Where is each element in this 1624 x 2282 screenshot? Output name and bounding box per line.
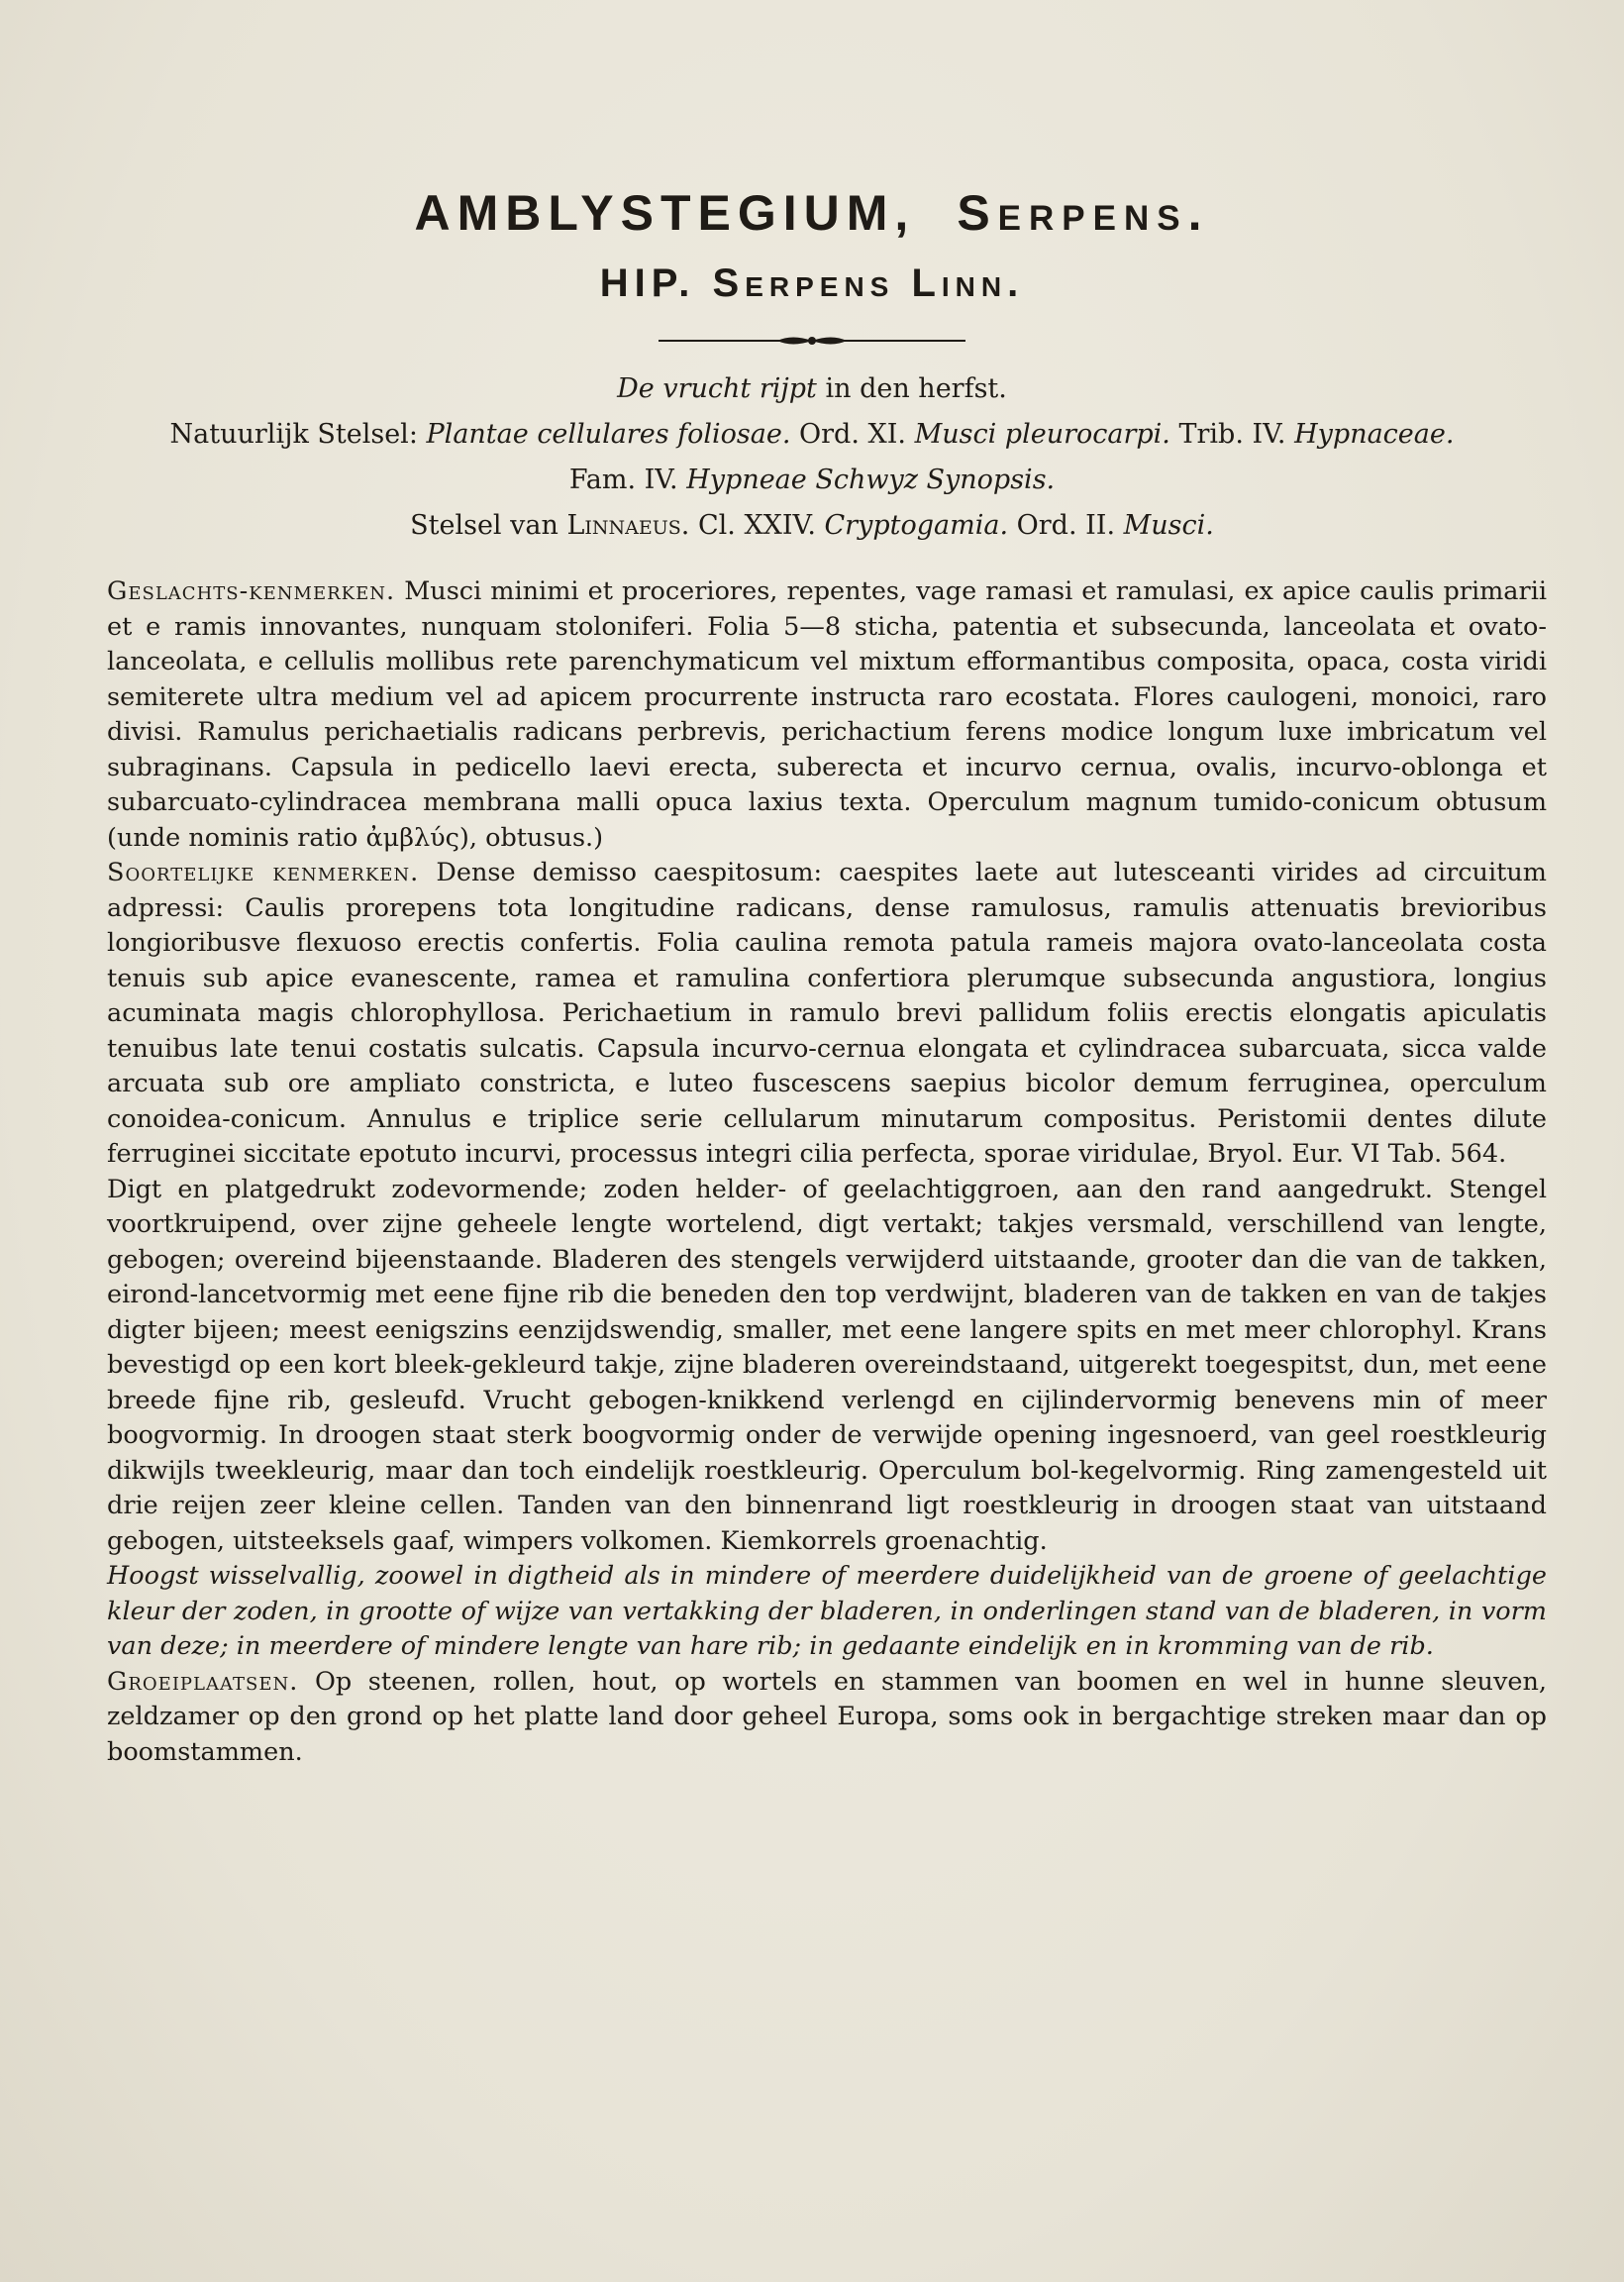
family-line [0,458,1624,503]
linnaeus-ord: Ord. II. [1016,510,1116,541]
title-species: Serpens. [957,185,1210,241]
natural-system-label: Natuurlijk Stelsel: [169,419,418,450]
natural-system-ord: Ord. XI. [799,419,906,450]
dutch-description: Digt en platgedrukt zodevormende; zoden helder- of geelachtiggroen, aan den rand aangedrukt. Stengel voortkruipend, over zijne geheele lengte wortelend, digt vertakt; takjes versmald, verschillend van lengte, gebogen; overeind bijeenstaande. Bladeren des stengels verwijderd uitstaande, grooter dan die van de takken, eirond-lancetvormig met eene fijne rib die beneden den top verdwijnt, bladeren van de takken en van de takjes digter bijeen; meest eenigszins eenzijdswendig, smaller, met eene langere spits en met meer chlorophyl. Krans bevestigd op een kort bleek-gekleurd takje, zijne bladeren overeindstaand, uitgerekt toegespitst, dun, met eene breede fijne rib, gesleufd. Vrucht gebogen-knikkend verlengd en cijlindervormig benevens min of meer boogvormig. In droogen staat sterk boogvormig onder de verwijde opening ingesnoerd, van geel roestkleurig dikwijls tweekleurig, maar dan toch eindelijk roestkleurig. Operculum bol-kegelvormig. Ring zamengesteld uit drie reijen zeer kleine cellen. Tanden van den binnenrand ligt roestkleurig in droogen staat van uitstaand gebogen, uitsteeksels gaaf, wimpers volkomen. Kiemkorrels groenachtig. [107,1174,1547,1556]
linnaeus-classname: Cryptogamia. [824,510,1009,541]
linnaeus-name: Linnaeus. [566,510,690,541]
page-title [0,185,1624,241]
variability-note: Hoogst wisselvallig, zoowel in digtheid als in mindere of meerdere duidelijkheid van de groene of geelachtige kleur der zoden, in grootte of wijze van vertakking der bladeren, in onderlingen stand van de bladeren, in vorm van deze; in meerdere of mindere lengte van hare rib; in gedaante eindelijk en in kromming van de rib. [107,1561,1547,1661]
natural-system-ordname: Musci pleurocarpi. [914,419,1170,450]
natural-system-tribname: Hypnaceae. [1294,419,1455,450]
classification-block [0,366,1624,549]
page-body [107,574,1547,1770]
genus-heading: Geslachts-kenmerken. [107,576,396,606]
habitat [107,1665,1547,1771]
habitat-text: Op steenen, rollen, hout, op wortels en stammen van boomen en wel in hunne sleuven, zeldzamer op den grond op het platte land door geheel Europa, soms ook in bergachtige streken maar dan op boomstammen. [107,1666,1547,1767]
family-label: Fam. IV. [568,465,678,495]
natural-system-trib: Trib. IV. [1178,419,1286,450]
subtitle-prefix: HIP. [599,261,696,305]
page-header [0,185,1624,549]
species-text: Dense demisso caespitosum: caespites laete aut lutesceanti virides ad circuitum adpressi: Caulis prorepens tota longitudine radicans, dense ramulosus, ramulis attenuatis brevioribus longioribusve flexuoso erectis confertis. Folia caulina remota patula rameis majora ovato-lanceolata costa tenuis sub apice evanescente, ramea et ramulina confertiora plerumque subsecunda angustiora, longius acuminata magis chlorophyllosa. Perichaetium in ramulo brevi pallidum foliis erectis elongatis apiculatis tenuibus late tenui costatis sulcatis. Capsula incurvo-cernua elongata et cylindracea subarcuata, sicca valde arcuata sub ore ampliato constricta, e luteo fuscescens saepius bicolor demum ferruginea, operculum conoidea-conicum. Annulus e triplice serie cellularum minutarum compositus. Peristomii dentes dilute ferruginei siccitate epotuto incurvi, processus integri cilia perfecta, sporae viridulae, Bryol. Eur. VI Tab. 564. [107,858,1547,1169]
title-genus: AMBLYSTEGIUM, [414,185,916,241]
ornament-divider [659,333,965,349]
fruit-italic: De vrucht rijpt [617,373,817,404]
family-name: Hypneae Schwyz Synopsis. [686,465,1056,495]
linnaeus-class: Cl. XXIV. [697,510,816,541]
page-subtitle [0,263,1624,303]
genus-characters [107,574,1547,856]
fruit-line [0,366,1624,412]
subtitle-rest: Serpens Linn. [712,261,1025,305]
habitat-heading: Groeiplaatsen. [107,1666,299,1697]
linnaeus-line [0,503,1624,549]
natural-system-class: Plantae cellulares foliosae. [426,419,791,450]
linnaeus-ordname: Musci. [1123,510,1214,541]
species-heading: Soortelijke kenmerken. [107,858,420,887]
species-characters [107,856,1547,1173]
linnaeus-label: Stelsel van [410,510,558,541]
natural-system-line [0,412,1624,458]
genus-text: Musci minimi et proceriores, repentes, vage ramasi et ramulasi, ex apice caulis primarii et e ramis innovantes, nunquam stoloniferi. Folia 5—8 sticha, patentia et subsecunda, lanceolata et ovato-lanceolata, e cellulis mollibus rete parenchymaticum vel mixtum efformantibus composita, opaca, costa viridi semiterete ultra medium vel ad apicem procurrente instructa raro ecostata. Flores caulogeni, monoici, raro divisi. Ramulus perichaetialis radicans perbrevis, perichactium ferens modice longum luxe imbricatum vel subraginans. Capsula in pedicello laevi erecta, suberecta et incurvo cernua, ovalis, incurvo-oblonga et subarcuato-cylindracea membrana malli opuca laxius texta. Operculum magnum tumido-conicum obtusum (unde nominis ratio ἀμβλύς), obtusus.) [107,576,1547,853]
fruit-rest: in den herfst. [825,373,1007,404]
